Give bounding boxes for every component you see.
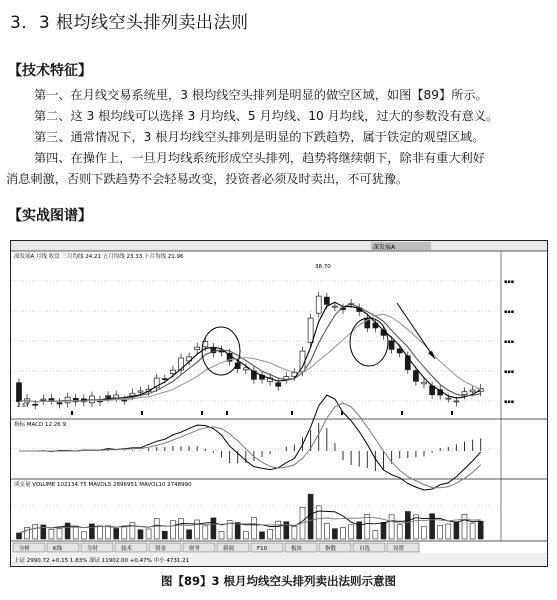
candle-body xyxy=(316,296,321,313)
main-grid xyxy=(11,281,501,506)
bottom-tab-label: 自选 xyxy=(359,546,371,552)
candle-body xyxy=(195,347,200,349)
volume-bar xyxy=(268,530,273,539)
candle-body xyxy=(33,404,38,405)
heading-practical-chart: 【实战图谱】 xyxy=(8,208,92,224)
bottom-tab-label: K线 xyxy=(53,546,63,552)
bottom-tab-label: 分析 xyxy=(19,546,31,552)
volume-bar xyxy=(292,526,297,539)
paragraph-3: 第三、通常情况下，3 根月均线空头排列是明显的下跌趋势，属于铁定的观望区域。 xyxy=(34,130,485,144)
svg-text:▪▪▪: ▪▪▪ xyxy=(504,279,515,285)
stock-chart-screenshot xyxy=(10,240,548,567)
volume-bar xyxy=(154,518,159,539)
candle-body xyxy=(243,368,248,370)
volume-bar xyxy=(57,528,62,539)
volume-bar xyxy=(324,524,329,539)
volume-bar xyxy=(235,522,240,539)
volume-bar xyxy=(25,527,30,539)
candle-body xyxy=(179,358,184,370)
volume-bar xyxy=(33,525,38,539)
section-title: 3．3 根均线空头排列卖出法则 xyxy=(10,13,249,33)
volume-bar xyxy=(365,514,370,539)
volume-panel-header: 成交量 VOLUME 102134.75 MAVOL5 2896951 MAVOL10 2748990 xyxy=(14,482,192,488)
volume-bar xyxy=(17,533,22,539)
volume-bar xyxy=(243,532,248,539)
bottom-tab-label: 分时 xyxy=(87,546,99,552)
volume-bar xyxy=(276,521,281,539)
candle-body xyxy=(389,341,394,350)
candle-body xyxy=(446,398,451,399)
volume-bar xyxy=(130,523,135,539)
volume-bar xyxy=(170,521,175,539)
bottom-tab xyxy=(47,543,79,552)
volume-bar xyxy=(195,520,200,539)
low-price-label: 2.67 xyxy=(17,403,30,409)
candle-body xyxy=(57,403,62,404)
svg-text:▪▪▪: ▪▪▪ xyxy=(504,399,515,405)
volume-bar xyxy=(219,531,224,539)
main-panel-header: 深发展A 月线 收盘 三月均线 24.21 五月均线 23.33 十月均线 21.96 xyxy=(14,254,184,260)
candlesticks xyxy=(17,292,484,410)
volume-bar xyxy=(332,529,337,539)
volume-bar xyxy=(49,529,54,539)
volume-bar xyxy=(349,525,354,539)
ma5-line xyxy=(19,304,481,402)
volume-bar xyxy=(446,524,451,539)
peak-price-label: 38.70 xyxy=(315,264,331,270)
candle-body xyxy=(470,390,475,392)
paragraph-4: 第四、在操作上，一旦月均线系统形成空头排列，趋势将继续朝下，除非有重大利好 xyxy=(34,151,485,165)
volume-bar xyxy=(462,514,467,539)
svg-text:▪▪▪: ▪▪▪ xyxy=(504,309,515,315)
candle-body xyxy=(41,399,46,400)
volume-bar xyxy=(308,494,313,539)
candle-body xyxy=(17,383,22,402)
bottom-tab-label: F10 xyxy=(257,546,268,552)
macd-dea-line xyxy=(19,403,481,488)
volume-bar xyxy=(81,532,86,539)
volume-bar xyxy=(179,519,184,539)
bottom-tab-label: 资金 xyxy=(155,546,167,552)
volume-bar xyxy=(162,531,167,539)
bottom-tab-label: 板块 xyxy=(291,546,303,552)
bottom-tab-label: 技术 xyxy=(121,546,133,552)
figure-caption: 图【89】3 根月均线空头排列卖出法则示意图 xyxy=(160,574,396,588)
bottom-tab-label: 设置 xyxy=(393,546,405,552)
candle-body xyxy=(422,382,427,384)
volume-bar xyxy=(389,515,394,539)
volume-bar xyxy=(430,514,435,539)
candle-body xyxy=(413,371,418,382)
volume-bar xyxy=(454,522,459,539)
window-titlebar xyxy=(11,241,547,251)
candle-body xyxy=(324,297,329,304)
candle-body xyxy=(284,377,289,380)
body-text xyxy=(6,85,554,190)
candle-body xyxy=(170,370,175,373)
candle-body xyxy=(276,383,281,387)
ma10-line xyxy=(19,314,481,402)
volume-bar xyxy=(98,526,103,539)
volume-bar xyxy=(260,532,265,539)
volume-bar xyxy=(122,526,127,539)
volume-bar xyxy=(438,525,443,539)
candle-body xyxy=(114,395,119,398)
volume-bar xyxy=(73,526,78,539)
paragraph-1: 第一、在月线交易系统里，3 根均线空头排列是明显的做空区域，如图【89】所示。 xyxy=(34,88,488,102)
volume-bar xyxy=(187,530,192,539)
bottom-tab-label: 新闻 xyxy=(223,546,235,552)
heading-technical-features: 【技术特征】 xyxy=(8,63,92,79)
macd-panel-header: 指标 MACD 12 26 9 xyxy=(14,422,66,428)
candle-body xyxy=(462,392,467,395)
volume-bar xyxy=(138,530,143,539)
candle-body xyxy=(106,396,111,398)
chart-canvas xyxy=(11,241,547,566)
volume-bars xyxy=(17,494,484,539)
candle-body xyxy=(332,306,337,307)
macd-dif-line xyxy=(19,395,481,490)
candle-body xyxy=(308,318,313,342)
bottom-tab-bar xyxy=(13,543,419,552)
volume-bar xyxy=(470,523,475,539)
status-bar: 上证 2990.72 +0.15 1.83% 深证 11902.00 +0.47% 中小 4731.21 xyxy=(14,558,190,564)
paragraph-2: 第二、这 3 根均线可以选择 3 月均线、5 月均线、10 月均线，过大的参数没有意义。 xyxy=(34,109,499,123)
volume-bar xyxy=(397,525,402,539)
volume-bar xyxy=(422,527,427,539)
volume-bar xyxy=(211,518,216,539)
candle-body xyxy=(454,401,459,402)
volume-bar xyxy=(114,528,119,539)
volume-bar xyxy=(341,528,346,539)
candle-body xyxy=(138,391,143,392)
period-markers xyxy=(71,411,453,415)
volume-bar xyxy=(146,529,151,539)
volume-bar xyxy=(106,526,111,539)
candle-body xyxy=(49,399,54,401)
svg-text:▪▪▪: ▪▪▪ xyxy=(504,369,515,375)
volume-bar xyxy=(65,523,70,539)
bottom-tab-label: 指数 xyxy=(325,546,337,552)
bottom-tab-label: 财务 xyxy=(189,546,201,552)
volume-bar xyxy=(203,526,208,539)
candle-body xyxy=(122,400,127,401)
svg-text:▪▪▪: ▪▪▪ xyxy=(504,339,515,345)
price-axis-ticks xyxy=(504,279,514,405)
volume-bar xyxy=(373,531,378,539)
volume-bar xyxy=(405,512,410,539)
candle-body xyxy=(397,349,402,353)
volume-ma5-line xyxy=(19,511,481,533)
candle-body xyxy=(162,379,167,380)
top-right-tag: 深发展A xyxy=(373,244,396,251)
volume-bar xyxy=(381,522,386,539)
paragraph-4-continued: 消息刺激，否则下跌趋势不会轻易改变，投资者必须及时卖出，不可犹豫。 xyxy=(6,172,409,186)
volume-bar xyxy=(251,518,256,539)
volume-bar xyxy=(478,521,483,539)
